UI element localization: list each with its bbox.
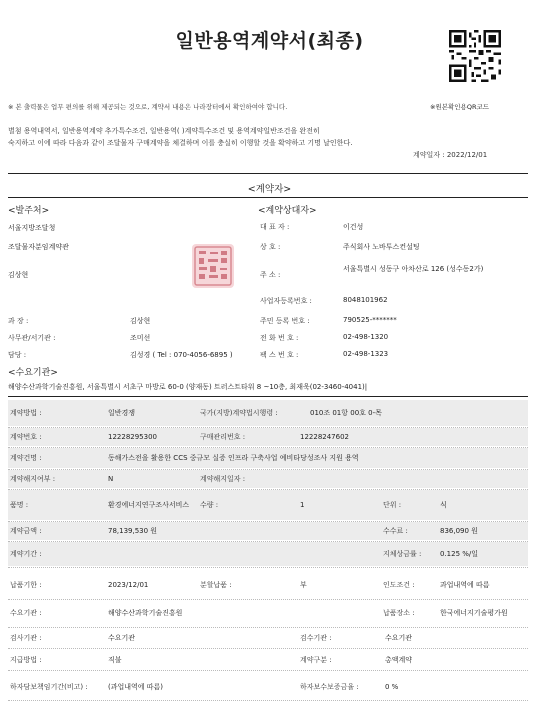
table-cell-label: 수요기관 :: [10, 608, 42, 617]
counterparty-row-label: 대 표 자 :: [260, 223, 290, 231]
table-cell-label: 구매관리번호 :: [200, 432, 246, 441]
counterparty-row-label: 주 소 :: [260, 271, 281, 279]
table-cell-label: 계약기간 :: [10, 549, 42, 558]
table-cell-value: 해양수산과학기술진흥원: [108, 608, 183, 617]
notice-text: ※ 본 출력물은 업무 편의를 위해 제공되는 것으로, 계약서 내용은 나라장터에서 확인하여야 합니다.: [8, 103, 288, 111]
row-divider: [8, 670, 528, 671]
table-cell-value: 2023/12/01: [108, 580, 149, 589]
table-cell-label: [200, 600, 296, 626]
orderer-row-value: 조미선: [130, 334, 151, 342]
table-cell-value: [108, 542, 194, 566]
table-cell-label: 국가(지방)계약법시행령 :: [200, 408, 278, 417]
table-cell-label: 지체상금률 :: [383, 549, 422, 558]
table-cell-value: (과업내역에 따름): [108, 682, 164, 691]
table-cell-value: 0.125 %/일: [440, 549, 479, 558]
table-cell-value: 총액계약: [385, 655, 413, 664]
table-cell-label: 계약구분 :: [300, 655, 332, 664]
counterparty-row-label: 팩 스 번 호 :: [260, 351, 299, 359]
row-divider: [8, 648, 528, 649]
counterparty-row-label: 주민 등록 번호 :: [260, 317, 310, 325]
table-cell-label: 계약해지여부 :: [10, 474, 56, 483]
table-cell-value: 한국에너지기술평가원: [440, 608, 508, 617]
orderer-dept: 조달물자분임계약관: [8, 243, 69, 251]
orderer-row-value: 김성경 ( Tel : 070-4056-6895 ): [130, 351, 233, 359]
counterparty-row-value: 02-498-1320: [343, 333, 389, 341]
table-cell-value: 0 %: [385, 682, 399, 691]
table-cell-value: [300, 522, 377, 540]
orderer-row-label: 사무관/서기관 :: [8, 334, 56, 342]
counterparty-row-value: 이건성: [343, 223, 364, 231]
section-contractor-heading: <계약자>: [247, 184, 292, 195]
counterparty-row-label: 전 화 번 호 :: [260, 334, 299, 342]
table-cell-value: 동해가스전을 활용한 CCS 중규모 실증 인프라 구축사업 예비타당성조사 지원 용역: [108, 453, 359, 462]
table-cell-value: 부: [300, 580, 307, 589]
counterparty-heading: <계약상대자>: [258, 206, 317, 216]
table-cell-label: 분할납품 :: [200, 580, 232, 589]
counterparty-row-value: 서울특별시 성동구 아차산로 126 (성수동2가): [343, 265, 484, 273]
row-divider: [8, 567, 528, 568]
counterparty-row-value: 02-498-1323: [343, 350, 389, 358]
table-cell-label: 지급방법 :: [10, 655, 42, 664]
table-cell-label: 수량 :: [200, 500, 219, 509]
divider: [8, 396, 528, 397]
demand-heading: <수요기관>: [8, 368, 58, 378]
table-cell-value: [300, 542, 377, 566]
row-divider: [8, 700, 528, 701]
orderer-heading: <발주처>: [8, 206, 50, 216]
table-cell-value: 일반경쟁: [108, 408, 136, 417]
table-cell-label: 납품기한 :: [10, 580, 42, 589]
table-cell-label: 하자보수보증금율 :: [300, 682, 359, 691]
table-cell-value: 환경에너지연구조사서비스: [108, 500, 190, 509]
orderer-row-label: 과 장 :: [8, 317, 29, 325]
table-cell-label: 계약해지일자 :: [200, 474, 246, 483]
table-cell-value: 수요기관: [108, 633, 136, 642]
counterparty-row-value: 790525-*******: [343, 316, 397, 324]
demand-info: 해양수산과학기술진흥원, 서울특별시 서초구 마방로 60-0 (양재동) 트러스트타워 8 ~10층, 최재욱(02-3460-4041)|: [8, 383, 368, 391]
divider: [8, 173, 528, 174]
table-cell-label: [200, 542, 296, 566]
qr-caption: ※원본확인용QR코드: [430, 103, 490, 111]
table-cell-value: 과업내역에 따름: [440, 580, 490, 589]
table-cell-value: 836,090 원: [440, 526, 478, 535]
table-cell-value: 12228247602: [300, 432, 349, 441]
table-cell-label: 계약방법 :: [10, 408, 42, 417]
table-cell-value: 010조 01항 00호 0-목: [310, 408, 382, 417]
row-divider: [8, 627, 528, 628]
orderer-org: 서울지방조달청: [8, 224, 56, 232]
table-cell-label: 수수료 :: [383, 526, 408, 535]
contract-date: 계약일자 : 2022/12/01: [413, 151, 488, 159]
table-cell-label: 납품장소 :: [383, 608, 415, 617]
intro-text: 별첨 용역내역서, 일반용역계약 추가특수조건, 일반용역( )계약특수조건 및 용역계약일반조건을 완전히 숙지하고 이에 따라 다음과 같이 조달물자 구매계약을 체결하며 이를 충실히 이행할 것을 확약하고 기명 날인한다.: [8, 127, 353, 147]
orderer-row-value: 김상현: [130, 317, 151, 325]
table-cell-value: 12228295300: [108, 432, 157, 441]
counterparty-row-label: 사업자등록번호 :: [260, 297, 312, 305]
official-seal-stamp: [190, 242, 236, 290]
document-title: 일반용역계약서(최종): [175, 30, 364, 52]
table-cell-value: 78,139,530 원: [108, 526, 158, 535]
table-cell-label: 하자담보책임기간(비고) :: [10, 682, 88, 691]
table-cell-label: 계약번호 :: [10, 432, 42, 441]
table-cell-value: 직불: [108, 655, 122, 664]
table-cell-value: [300, 470, 528, 488]
counterparty-row-value: 8048101962: [343, 296, 388, 304]
table-cell-label: 검사기관 :: [10, 633, 42, 642]
table-cell-label: 단위 :: [383, 500, 402, 509]
table-cell-value: N: [108, 474, 114, 483]
table-cell-label: [200, 522, 296, 540]
table-cell-label: 계약건명 :: [10, 453, 42, 462]
table-cell-value: 1: [300, 500, 305, 509]
qr-code: [449, 30, 501, 82]
table-cell-value: [300, 600, 377, 626]
table-cell-label: 계약금액 :: [10, 526, 42, 535]
table-cell-label: 인도조건 :: [383, 580, 415, 589]
orderer-row-label: 담당 :: [8, 351, 27, 359]
table-cell-label: 품명 :: [10, 500, 29, 509]
counterparty-row-label: 상 호 :: [260, 243, 281, 251]
counterparty-row-value: 주식회사 노바투스컨설팅: [343, 243, 420, 251]
table-cell-label: 검수기관 :: [300, 633, 332, 642]
table-cell-value: 식: [440, 500, 447, 509]
orderer-name: 김상현: [8, 271, 29, 279]
table-cell-value: 수요기관: [385, 633, 413, 642]
divider: [8, 197, 528, 198]
